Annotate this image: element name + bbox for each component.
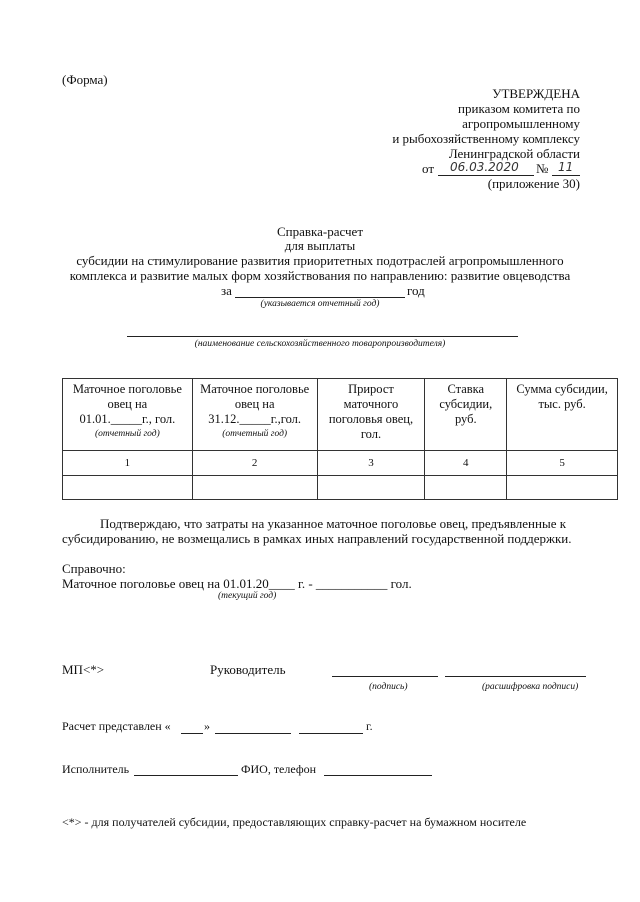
- period-note: (указывается отчетный год): [260, 299, 380, 309]
- head-label: Руководитель: [210, 662, 286, 677]
- col-header-growth: Прирост маточного поголовья овец, гол.: [317, 379, 425, 451]
- footnote: <*> - для получателей субсидии, предоставляющих справку-расчет на бумажном носителе: [62, 815, 527, 829]
- submitted-label: Расчет представлен «: [62, 719, 171, 733]
- approval-number-prefix: №: [536, 161, 549, 176]
- table-cell-number: 3: [317, 451, 425, 476]
- table-cell-number: 4: [425, 451, 507, 476]
- col-header-rate: Ставка субсидии, руб.: [425, 379, 507, 451]
- subsidy-table: [62, 378, 618, 500]
- reference-line: Маточное поголовье овец на 01.01.20____ г. - ___________ гол.: [62, 576, 412, 591]
- submitted-year-line[interactable]: [299, 733, 363, 734]
- table-header-row: [63, 379, 618, 451]
- table-cell-input[interactable]: [317, 476, 425, 500]
- executor-line[interactable]: [134, 775, 238, 776]
- period-suffix: год: [407, 283, 425, 298]
- submitted-year-suffix: г.: [366, 719, 373, 733]
- fio-label: ФИО, телефон: [241, 762, 317, 776]
- approval-date-prefix: от: [422, 161, 435, 176]
- table-cell-number: 1: [63, 451, 193, 476]
- table-cell-input[interactable]: [192, 476, 317, 500]
- signature-note: (подпись): [369, 682, 408, 692]
- confirmation-line-2: субсидированию, не возмещались в рамках иных направлений государственной поддержки.: [62, 531, 572, 546]
- stamp-label: МП<*>: [62, 662, 105, 677]
- approval-line-3: и рыбохозяйственному комплексу: [392, 131, 580, 146]
- approval-line-1: приказом комитета по: [458, 101, 580, 116]
- fio-line[interactable]: [324, 775, 432, 776]
- title-line-3: субсидии на стимулирование развития приоритетных подотраслей агропромышленного: [76, 253, 564, 268]
- approval-number-handwritten: 11: [558, 160, 574, 174]
- approval-date-handwritten: 06.03.2020: [450, 160, 519, 174]
- col-header-sum: Сумма субсидии, тыс. руб.: [507, 379, 618, 451]
- reference-note: (текущий год): [218, 591, 277, 601]
- submitted-day-line[interactable]: [181, 733, 203, 734]
- signature-decode-line[interactable]: [445, 676, 586, 677]
- period-line: [235, 297, 405, 298]
- title-line-4: комплекса и развитие малых форм хозяйствования по направлению: развитие овцеводства: [69, 268, 571, 283]
- producer-line: [127, 336, 518, 337]
- submitted-close-quote: »: [204, 719, 210, 733]
- table-number-row: [63, 451, 618, 476]
- approval-line-4: Ленинградской области: [448, 146, 580, 161]
- approval-line-2: агропромышленному: [462, 116, 580, 131]
- approval-title: УТВЕРЖДЕНА: [492, 86, 580, 101]
- producer-note: (наименование сельскохозяйственного товаропроизводителя): [194, 339, 446, 349]
- reference-label: Справочно:: [62, 561, 126, 576]
- signature-line[interactable]: [332, 676, 438, 677]
- table-cell-input[interactable]: [425, 476, 507, 500]
- title-line-1: Справка-расчет: [276, 224, 364, 239]
- col-header-end: Маточное поголовье овец на 31.12._____г.,гол. (отчетный год): [192, 379, 317, 451]
- approval-appendix: (приложение 30): [487, 176, 580, 191]
- confirmation-line-1: Подтверждаю, что затраты на указанное маточное поголовье овец, предъявленные к: [100, 516, 567, 531]
- col-header-start: Маточное поголовье овец на 01.01._____г., гол. (отчетный год): [63, 379, 193, 451]
- title-line-2: для выплаты: [284, 238, 356, 253]
- table-cell-input[interactable]: [507, 476, 618, 500]
- form-label: (Форма): [62, 72, 108, 87]
- table-cell-number: 5: [507, 451, 618, 476]
- table-cell-number: 2: [192, 451, 317, 476]
- period-prefix: за: [221, 283, 232, 298]
- table-cell-input[interactable]: [63, 476, 193, 500]
- submitted-month-line[interactable]: [215, 733, 291, 734]
- decode-note: (расшифровка подписи): [482, 682, 579, 692]
- table-data-row: [63, 476, 618, 500]
- executor-label: Исполнитель: [62, 762, 130, 776]
